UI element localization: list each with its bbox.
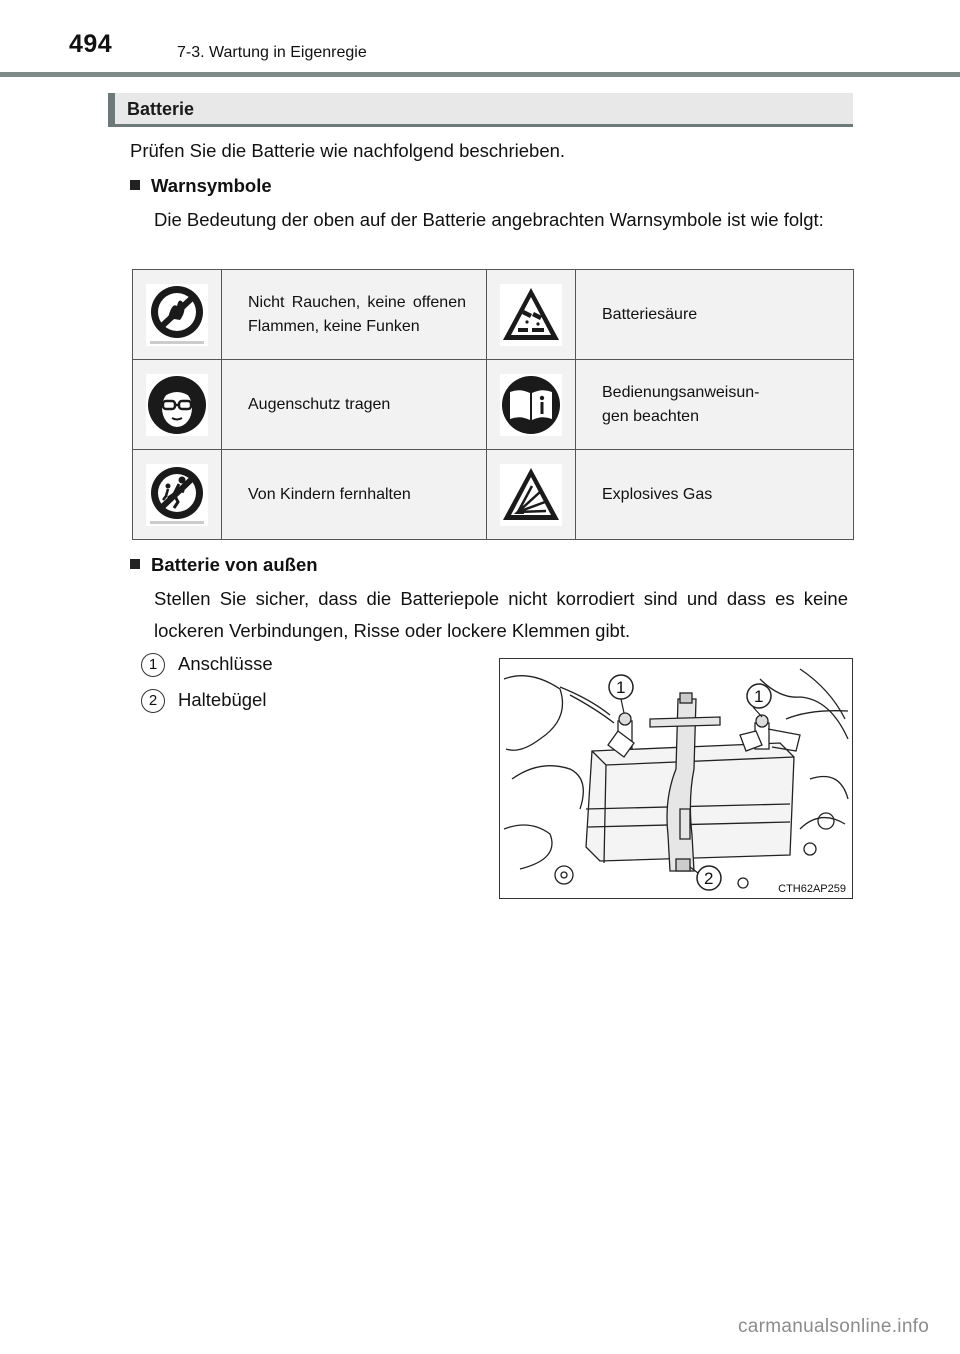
figure-code: CTH62AP259 xyxy=(778,883,846,895)
battery-illustration xyxy=(500,659,852,898)
square-bullet-icon xyxy=(130,180,140,190)
symbol-label: Von Kindern fernhalten xyxy=(222,450,487,540)
icon-cell xyxy=(133,270,222,360)
no-smoking-flames-icon xyxy=(146,284,208,346)
section-heading xyxy=(108,93,853,127)
explosive-gas-warning-icon xyxy=(500,464,562,526)
warning-symbols-table xyxy=(132,269,854,540)
figure-callout: 1 xyxy=(616,678,626,697)
header-rule xyxy=(0,72,960,77)
legend-item xyxy=(141,653,273,677)
symbol-label: Nicht Rauchen, keine offenen Flammen, keine Funken xyxy=(222,270,487,360)
icon-cell xyxy=(487,450,576,540)
warnsymbole-text: Die Bedeutung der oben auf der Batterie angebrachten Warnsymbole ist wie folgt: xyxy=(154,209,824,230)
warnsymbole-heading xyxy=(130,175,272,197)
page-header xyxy=(0,0,960,80)
table-row xyxy=(133,450,854,540)
symbol-label: Batteriesäure xyxy=(576,270,854,360)
aussen-heading xyxy=(130,554,318,576)
keep-away-children-icon xyxy=(146,464,208,526)
symbol-label: Explosives Gas xyxy=(576,450,854,540)
icon-cell xyxy=(487,270,576,360)
legend-label: Haltebügel xyxy=(178,689,267,710)
chapter-title: 7-3. Wartung in Eigenregie xyxy=(177,44,367,61)
page-number: 494 xyxy=(69,30,113,58)
icon-cell xyxy=(487,360,576,450)
legend-item xyxy=(141,689,266,713)
read-manual-icon xyxy=(500,374,562,436)
symbol-label: Augenschutz tragen xyxy=(222,360,487,450)
aussen-heading-text: Batterie von außen xyxy=(151,554,318,575)
warnsymbole-heading-text: Warnsymbole xyxy=(151,175,272,196)
symbol-label: Bedienungsanweisun- gen beachten xyxy=(576,360,854,450)
eye-protection-icon xyxy=(146,374,208,436)
battery-figure xyxy=(499,658,853,899)
square-bullet-icon xyxy=(130,559,140,569)
figure-callout: 2 xyxy=(704,869,714,888)
callout-number: 2 xyxy=(141,689,165,713)
figure-callout: 1 xyxy=(754,687,764,706)
intro-text: Prüfen Sie die Batterie wie nachfolgend beschrieben. xyxy=(130,140,566,161)
section-title: Batterie xyxy=(127,99,195,119)
callout-number: 1 xyxy=(141,653,165,677)
aussen-text: Stellen Sie sicher, dass die Batteriepole nicht korrodiert sind und dass es keine lockeren Verbindungen, Risse oder lockere Klemmen gibt. xyxy=(154,588,848,641)
icon-cell xyxy=(133,450,222,540)
watermark: carmanualsonline.info xyxy=(738,1316,930,1337)
table-row xyxy=(133,360,854,450)
icon-cell xyxy=(133,360,222,450)
legend-label: Anschlüsse xyxy=(178,653,273,674)
table-row xyxy=(133,270,854,360)
battery-acid-warning-icon xyxy=(500,284,562,346)
